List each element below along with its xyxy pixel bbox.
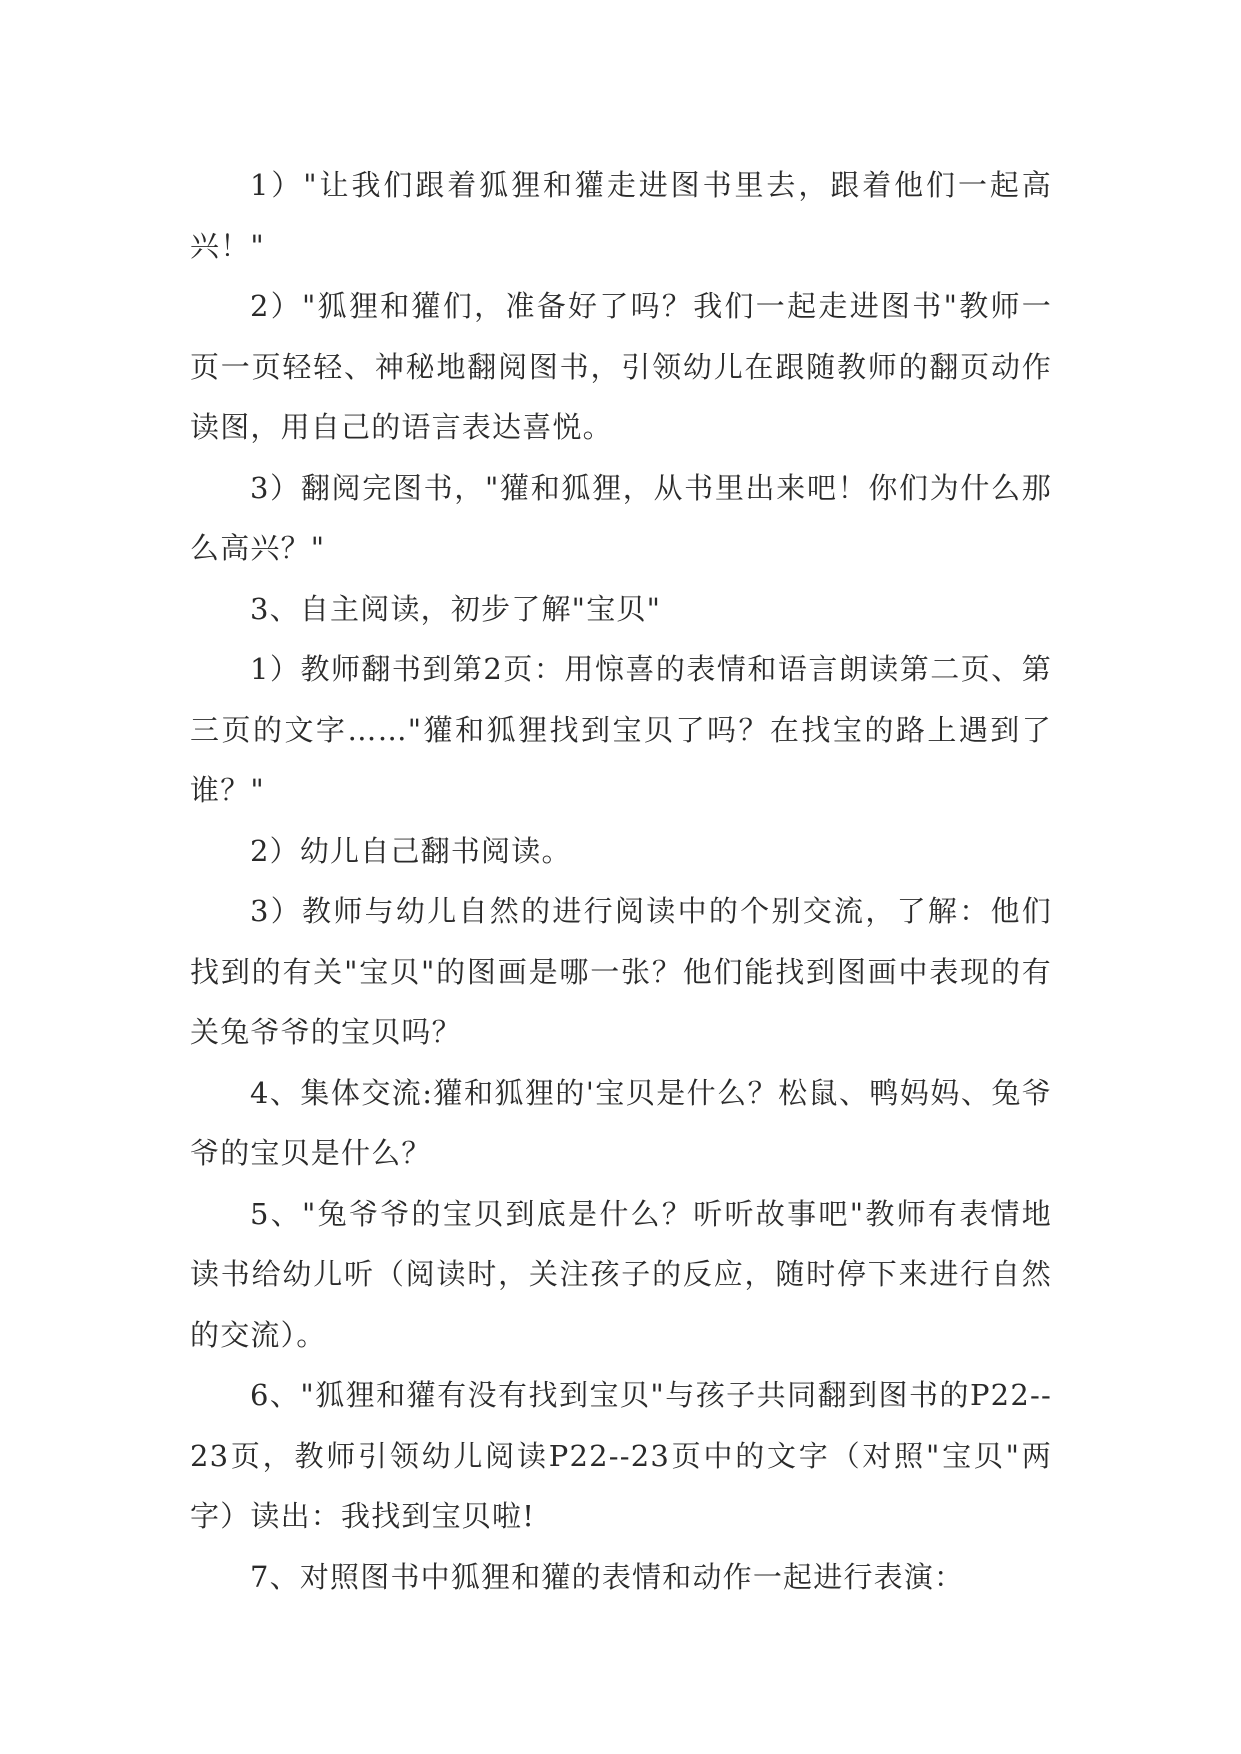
paragraph-8: 4、集体交流:獾和狐狸的'宝贝是什么？松鼠、鸭妈妈、兔爷爷的宝贝是什么？ (190, 1075, 1052, 1170)
paragraph-1: 1）"让我们跟着狐狸和獾走进图书里去，跟着他们一起高兴！" (190, 168, 1052, 263)
paragraph-5: 1）教师翻书到第2页：用惊喜的表情和语言朗读第二页、第三页的文字……"獾和狐狸找到宝贝了吗？在找宝的路上遇到了谁？" (190, 652, 1052, 807)
paragraph-11: 7、对照图书中狐狸和獾的表情和动作一起进行表演： (250, 1559, 965, 1594)
paragraph-9: 5、"兔爷爷的宝贝到底是什么？听听故事吧"教师有表情地读书给幼儿听（阅读时，关注孩子的反应，随时停下来进行自然的交流）。 (190, 1196, 1052, 1352)
paragraph-3: 3）翻阅完图书，"獾和狐狸，从书里出来吧！你们为什么那么高兴？" (190, 470, 1052, 565)
paragraph-4: 3、自主阅读，初步了解"宝贝" (250, 591, 662, 626)
paragraph-7: 3）教师与幼儿自然的进行阅读中的个别交流，了解：他们找到的有关"宝贝"的图画是哪一张？他们能找到图画中表现的有关兔爷爷的宝贝吗？ (190, 894, 1052, 1049)
paragraph-6: 2）幼儿自己翻书阅读。 (250, 833, 572, 868)
paragraph-10: 6、"狐狸和獾有没有找到宝贝"与孩子共同翻到图书的P22--23页，教师引领幼儿阅读P22--23页中的文字（对照"宝贝"两字）读出：我找到宝贝啦! (190, 1378, 1052, 1533)
document-body (190, 155, 1052, 1607)
paragraph-2: 2）"狐狸和獾们，准备好了吗？我们一起走进图书"教师一页一页轻轻、神秘地翻阅图书，引领幼儿在跟随教师的翻页动作读图，用自己的语言表达喜悦。 (190, 289, 1052, 444)
